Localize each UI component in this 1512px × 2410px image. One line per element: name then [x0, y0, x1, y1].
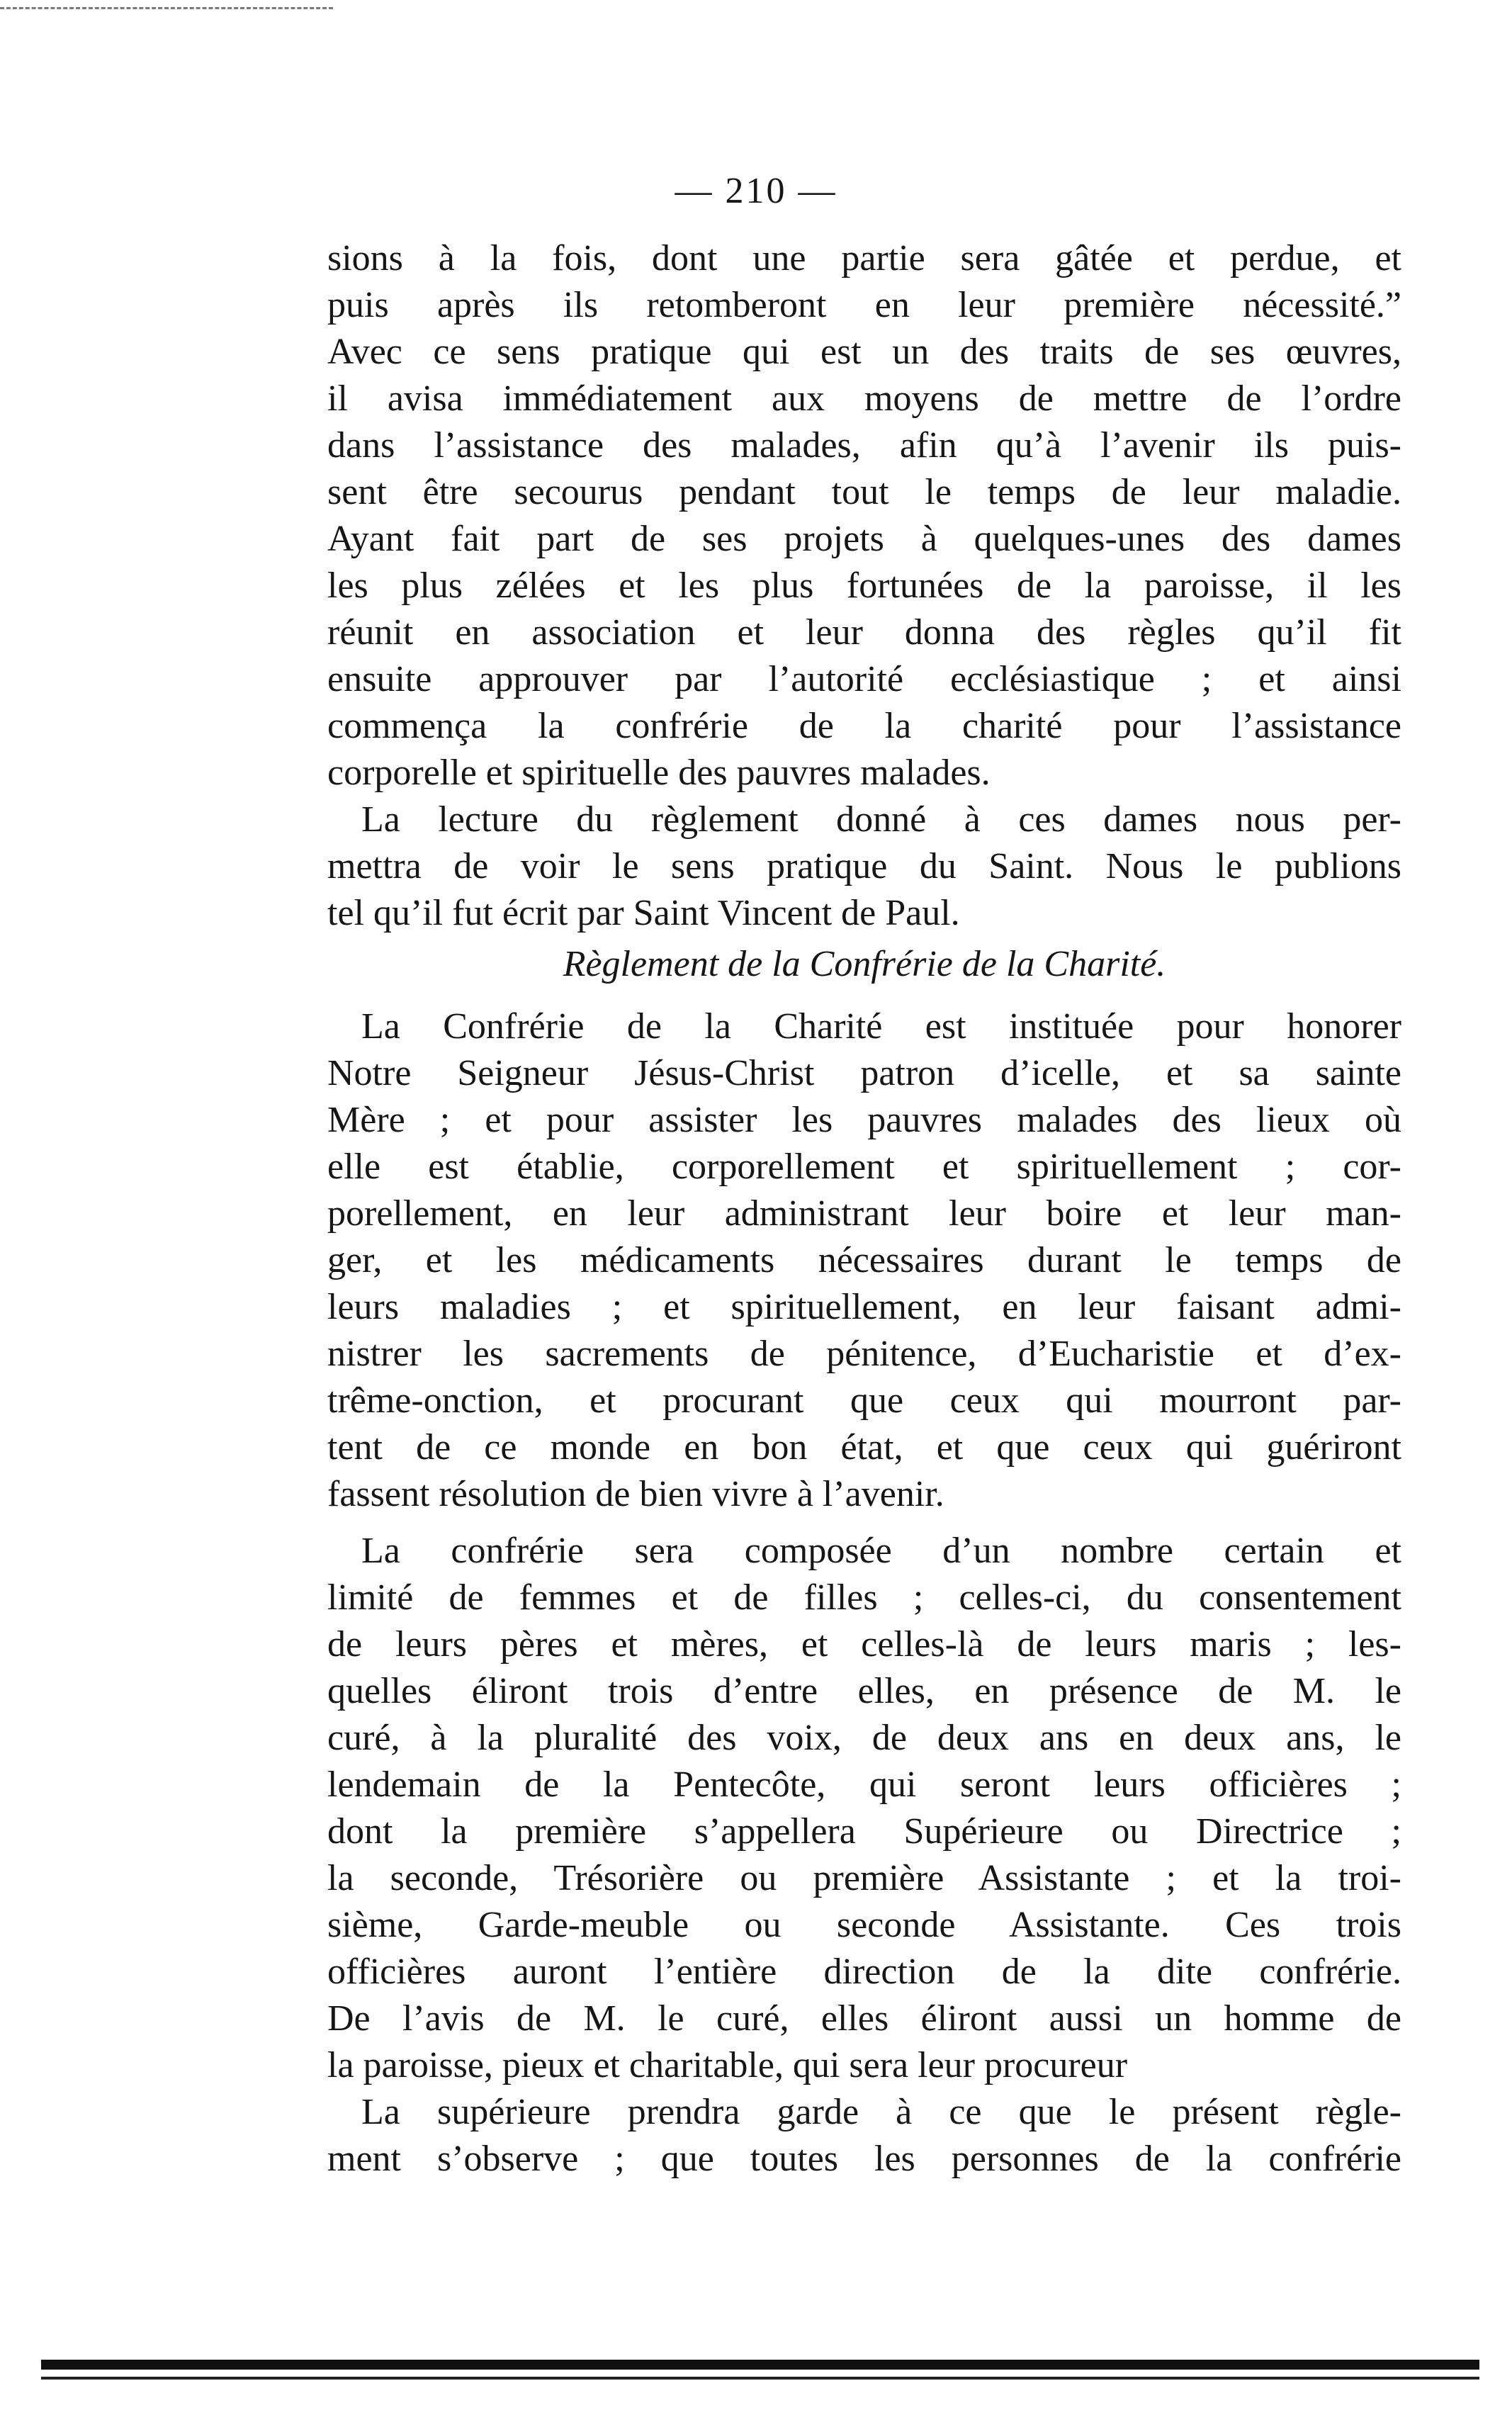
text-line: ensuite approuver par l’autorité ecclésiastique ; et ainsi [327, 659, 1401, 699]
text-line: il avisa immédiatement aux moyens de mettre de l’ordre [327, 378, 1401, 419]
text-line: Mère ; et pour assister les pauvres malades des lieux où [327, 1100, 1401, 1140]
text-line: sions à la fois, dont une partie sera gâtée et perdue, et [327, 238, 1401, 278]
paragraph [327, 2089, 1401, 2183]
text-line: puis après ils retomberont en leur première nécessité.” [327, 285, 1401, 325]
text-line: officières auront l’entière direction de la dite confrérie. [327, 1952, 1401, 1992]
text-line: porellement, en leur administrant leur boire et leur man- [327, 1193, 1401, 1234]
text-line: dans l’assistance des malades, afin qu’à l’avenir ils puis- [327, 425, 1401, 466]
text-line: nistrer les sacrements de pénitence, d’Eucharistie et d’ex- [327, 1334, 1401, 1374]
text-line: leurs maladies ; et spirituellement, en leur faisant admi- [327, 1287, 1401, 1327]
text-line: ger, et les médicaments nécessaires durant le temps de [327, 1240, 1401, 1280]
paragraph [327, 1003, 1401, 1518]
text-line: Ayant fait part de ses projets à quelques-unes des dames [327, 519, 1401, 559]
text-line: La confrérie sera composée d’un nombre certain et [361, 1531, 1401, 1571]
bottom-scan-border-thin [41, 2377, 1479, 2380]
text-line: les plus zélées et les plus fortunées de la paroisse, il les [327, 565, 1401, 606]
text-line: la paroisse, pieux et charitable, qui sera leur procureur [327, 2045, 1128, 2085]
text-line: La Confrérie de la Charité est instituée pour honorer [361, 1006, 1401, 1047]
text-line: la seconde, Trésorière ou première Assistante ; et la troi- [327, 1858, 1401, 1898]
text-line: limité de femmes et de filles ; celles-ci, du consentement [327, 1577, 1401, 1618]
paragraph [327, 235, 1401, 796]
text-line: réunit en association et leur donna des règles qu’il fit [327, 612, 1401, 653]
text-line: De l’avis de M. le curé, elles éliront aussi un homme de [327, 1998, 1401, 2039]
text-line: dont la première s’appellera Supérieure ou Directrice ; [327, 1811, 1401, 1852]
section-heading: Règlement de la Confrérie de la Charité. [563, 944, 1166, 984]
text-line: La lecture du règlement donné à ces dames nous per- [361, 799, 1401, 840]
text-line: elle est établie, corporellement et spirituellement ; cor- [327, 1147, 1401, 1187]
body-text [327, 235, 1401, 2183]
paragraph-gap [327, 1518, 1401, 1528]
text-line: sième, Garde-meuble ou seconde Assistante. Ces trois [327, 1905, 1401, 1945]
text-line: Avec ce sens pratique qui est un des traits de ses œuvres, [327, 332, 1401, 372]
page-number: — 210 — [675, 171, 837, 211]
text-line: mettra de voir le sens pratique du Saint. Nous le publions [327, 846, 1401, 886]
text-line: quelles éliront trois d’entre elles, en présence de M. le [327, 1671, 1401, 1711]
paragraph [327, 1528, 1401, 2089]
text-line: sent être secourus pendant tout le temps de leur maladie. [327, 472, 1401, 512]
top-edge-rule [0, 7, 333, 9]
text-line: commença la confrérie de la charité pour l’assistance [327, 706, 1401, 746]
text-line: trême-onction, et procurant que ceux qui mourront par- [327, 1380, 1401, 1421]
text-line: corporelle et spirituelle des pauvres malades. [327, 753, 991, 793]
text-line: La supérieure prendra garde à ce que le présent règle- [361, 2092, 1401, 2132]
bottom-scan-border [41, 2360, 1479, 2370]
text-line: tent de ce monde en bon état, et que ceux qui guériront [327, 1427, 1401, 1468]
text-line: Notre Seigneur Jésus-Christ patron d’icelle, et sa sainte [327, 1053, 1401, 1093]
text-line: fassent résolution de bien vivre à l’avenir. [327, 1474, 944, 1514]
text-line: ment s’observe ; que toutes les personnes de la confrérie [327, 2139, 1401, 2179]
text-line: lendemain de la Pentecôte, qui seront leurs officières ; [327, 1764, 1401, 1805]
paragraph [327, 796, 1401, 937]
text-line: tel qu’il fut écrit par Saint Vincent de Paul. [327, 893, 960, 933]
text-line: curé, à la pluralité des voix, de deux ans en deux ans, le [327, 1718, 1401, 1758]
text-line: de leurs pères et mères, et celles-là de leurs maris ; les- [327, 1624, 1401, 1665]
